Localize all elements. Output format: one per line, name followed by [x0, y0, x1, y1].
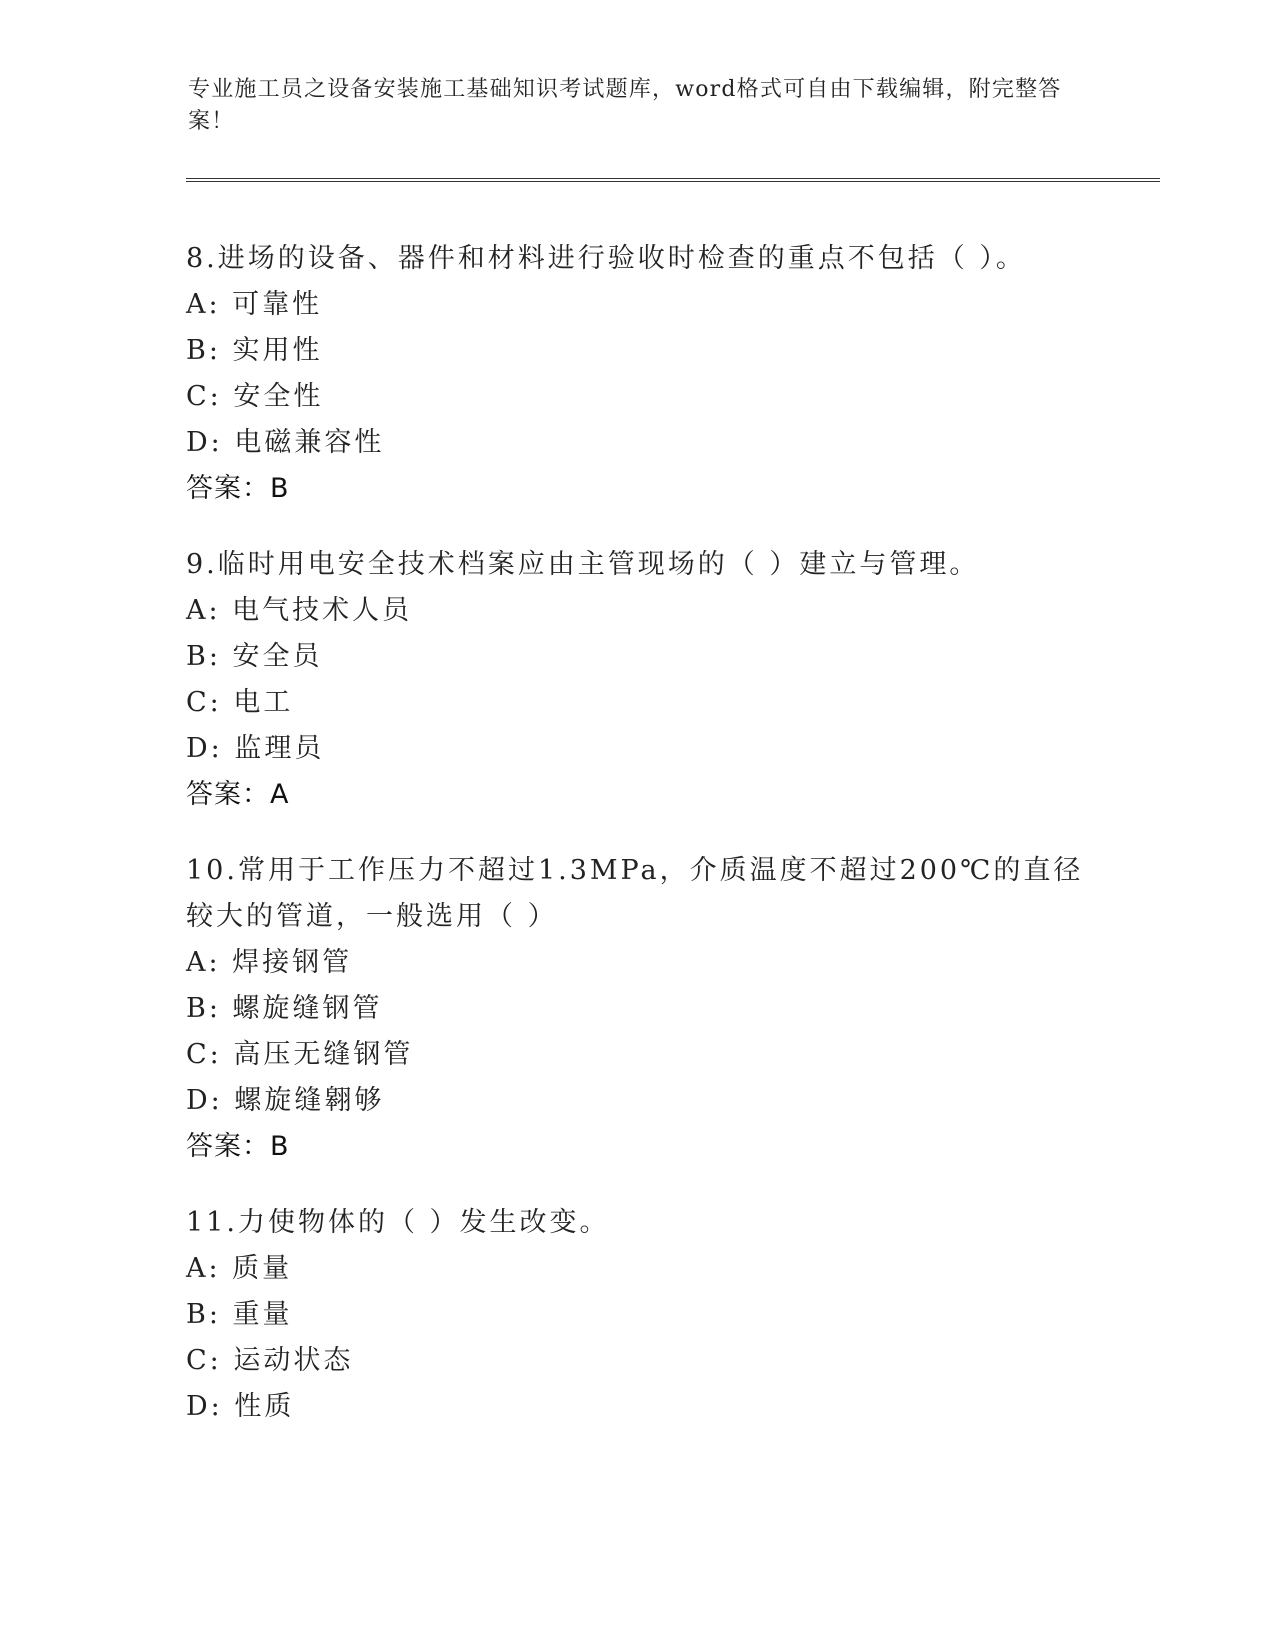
question-item	[186, 848, 1086, 1170]
option-c: C: 运动状态	[186, 1345, 354, 1376]
answer-line: 答案：B	[186, 1131, 290, 1162]
option-d: D: 监理员	[186, 733, 325, 764]
option-b: B: 重量	[186, 1299, 293, 1330]
option-c: C: 安全性	[186, 381, 324, 412]
option-d: D: 电磁兼容性	[186, 427, 385, 458]
option-c: C: 高压无缝钢管	[186, 1039, 414, 1070]
option-a: A: 质量	[186, 1253, 293, 1284]
question-item	[186, 542, 1086, 818]
question-item	[186, 1200, 1086, 1430]
option-a: A: 电气技术人员	[186, 595, 413, 626]
option-a: A: 可靠性	[186, 289, 323, 320]
question-stem: 8.进场的设备、器件和材料进行验收时检查的重点不包括（ ）。	[186, 243, 1026, 274]
question-stem: 11.力使物体的（ ）发生改变。	[186, 1207, 610, 1238]
answer-line: 答案：A	[186, 779, 290, 810]
option-b: B: 螺旋缝钢管	[186, 993, 383, 1024]
question-list	[186, 236, 1086, 1460]
question-item	[186, 236, 1086, 512]
answer-line: 答案：B	[186, 473, 290, 504]
option-b: B: 实用性	[186, 335, 323, 366]
option-d: D: 性质	[186, 1391, 295, 1422]
option-b: B: 安全员	[186, 641, 323, 672]
option-c: C: 电工	[186, 687, 294, 718]
question-stem: 9.临时用电安全技术档案应由主管现场的（ ）建立与管理。	[186, 549, 980, 580]
option-a: A: 焊接钢管	[186, 947, 353, 978]
question-stem: 10.常用于工作压力不超过1.3MPa，介质温度不超过200℃的直径较大的管道，一般选用（ ）	[186, 855, 1084, 932]
option-d: D: 螺旋缝翱够	[186, 1085, 385, 1116]
header-divider	[186, 178, 1160, 182]
document-header-title: 专业施工员之设备安装施工基础知识考试题库，word格式可自由下载编辑，附完整答案！	[188, 77, 1062, 134]
